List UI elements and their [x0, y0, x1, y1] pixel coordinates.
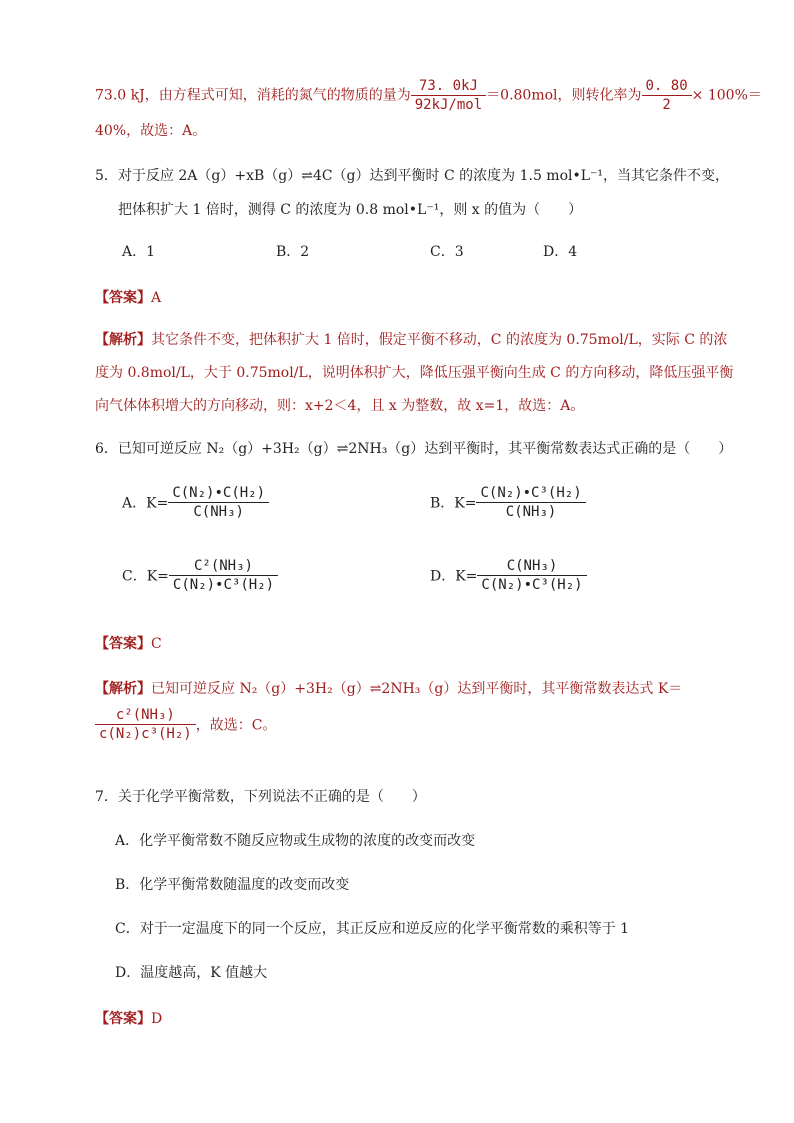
- analysis4-line1: 73.0 kJ，由方程式可知，消耗的氮气的物质的量为 $\frac{73. 0kJ}{\text{92kJ/mol}}$ ＝0.80mol，则转化率为 $\frac{0. 80}{2}$ × 100%＝: [95, 78, 762, 113]
- q5-answer: 【答案】A: [95, 290, 162, 306]
- q5-option-d: D．4: [543, 244, 578, 260]
- q5-option-b: B．2: [276, 244, 310, 260]
- q6-answer: 【答案】C: [95, 636, 162, 652]
- fraction-conversion: $\frac{0. 80}{2}$: [642, 78, 692, 113]
- q6-option-a: A．K= $\frac{\text{C(N₂)•C(H₂)}}{\text{C(NH₃)}}$: [122, 485, 269, 520]
- analysis4-line2: 40%，故选：A。: [95, 123, 207, 139]
- q5-option-c: C．3: [430, 244, 464, 260]
- q6-option-d: D．K= $\frac{\text{C(NH₃)}}{\text{C(N₂)•C³(H₂)}}$: [430, 558, 587, 593]
- q7-option-d: D．温度越高，K 值越大: [115, 965, 268, 981]
- q5-analysis-line3: 向气体体积增大的方向移动，则：x+2＜4，且 x 为整数，故 x=1，故选：A。: [95, 398, 585, 414]
- q7-stem: 7．关于化学平衡常数，下列说法不正确的是（ ）: [95, 789, 426, 805]
- q5-stem-line2: 把体积扩大 1 倍时，测得 C 的浓度为 0.8 mol•L⁻¹，则 x 的值为（ ）: [118, 202, 583, 218]
- q5-stem-line1: 5．对于反应 2A（g）+xB（g）⇌4C（g）达到平衡时 C 的浓度为 1.5 mol•L⁻¹，当其它条件不变，: [95, 168, 730, 184]
- q7-answer: 【答案】D: [95, 1011, 163, 1027]
- q6-option-b: B．K= $\frac{\text{C(N₂)•C³(H₂)}}{\text{C(NH₃)}}$: [430, 485, 586, 520]
- q6-analysis-line2: $\frac{\text{c²(NH₃)}}{\text{c(N₂)c³(H₂)}}$ ，故选：C。: [95, 707, 276, 742]
- q5-analysis-line1: 【解析】其它条件不变，把体积扩大 1 倍时，假定平衡不移动，C 的浓度为 0.75mol/L，实际 C 的浓: [95, 332, 728, 348]
- q5-analysis-line2: 度为 0.8mol/L，大于 0.75mol/L，说明体积扩大，降低压强平衡向生成 C 的方向移动，降低压强平衡: [95, 365, 734, 381]
- q7-option-c: C．对于一定温度下的同一个反应，其正反应和逆反应的化学平衡常数的乘积等于 1: [115, 921, 630, 937]
- q5-option-a: A．1: [122, 244, 156, 260]
- q7-option-b: B．化学平衡常数随温度的改变而改变: [115, 877, 350, 893]
- q6-option-c: C．K= $\frac{\text{C²(NH₃)}}{\text{C(N₂)•C³(H₂)}}$: [122, 558, 278, 593]
- q6-stem: 6．已知可逆反应 N₂（g）+3H₂（g）⇌2NH₃（g）达到平衡时，其平衡常数表达式正确的是（ ）: [95, 441, 733, 457]
- equilibrium-constant-fraction: $\frac{\text{c²(NH₃)}}{\text{c(N₂)c³(H₂)}}$: [95, 707, 196, 742]
- fraction-moles: $\frac{73. 0kJ}{\text{92kJ/mol}}$: [411, 78, 486, 113]
- q7-option-a: A．化学平衡常数不随反应物或生成物的浓度的改变而改变: [115, 833, 476, 849]
- q6-analysis-line1: 【解析】已知可逆反应 N₂（g）+3H₂（g）⇌2NH₃（g）达到平衡时，其平衡常数表达式 K＝: [95, 681, 683, 697]
